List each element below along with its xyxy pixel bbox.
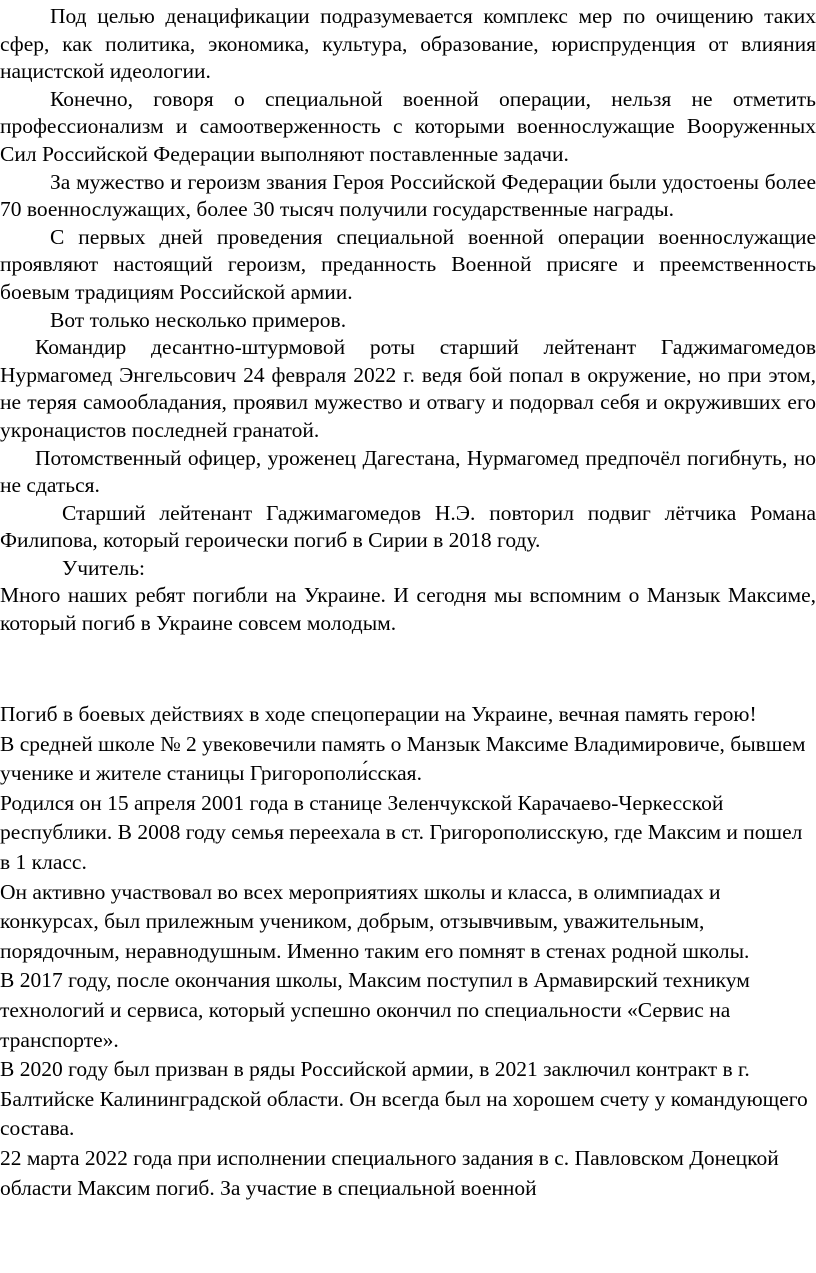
paragraph-filipov-feat: Старший лейтенант Гаджимагомедов Н.Э. повторил подвиг лётчика Романа Филипова, который героически погиб в Сирии в 2018 году. bbox=[0, 500, 816, 553]
document-section-intro bbox=[0, 3, 816, 638]
paragraph-army: В 2020 году был призван в ряды Российской армии, в 2021 заключил контракт в г. Балтийске Калининградской области. Он всегда был на хорошем счету у командующего состава. bbox=[0, 1057, 808, 1141]
teacher-label: Учитель: bbox=[62, 555, 145, 580]
paragraph-memorial: Погиб в боевых действиях в ходе спецоперации на Украине, вечная память герою! bbox=[0, 702, 757, 726]
paragraph-gadzhimagomedov: Командир десантно-штурмовой роты старший лейтенант Гаджимагомедов Нурмагомед Энгельсович 24 февраля 2022 г. ведя бой попал в окружение, но при этом, не теряя самообладания, проявил мужество и отвагу и подорвал себя и окруживших его укронацистов последней гранатой. bbox=[0, 335, 816, 442]
paragraph-examples: Вот только несколько примеров. bbox=[50, 307, 347, 332]
paragraph-denazification: Под целью денацификации подразумевается комплекс мер по очищению таких сфер, как политика, экономика, культура, образование, юриспруденция от влияния нацистской идеологии. bbox=[0, 4, 816, 84]
paragraph-teacher-speech: Много наших ребят погибли на Украине. И сегодня мы вспомним о Манзык Максиме, который погиб в Украине совсем молодым. bbox=[0, 583, 816, 636]
paragraph-college: В 2017 году, после окончания школы, Максим поступил в Армавирский техникум технологий и сервиса, который успешно окончил по специальности «Сервис на транспорте». bbox=[0, 968, 750, 1052]
paragraph-hereditary-officer: Потомственный офицер, уроженец Дагестана, Нурмагомед предпочёл погибнуть, но не сдаться. bbox=[0, 445, 816, 498]
paragraph-school-life: Он активно участвовал во всех мероприятиях школы и класса, в олимпиадах и конкурсах, был прилежным учеником, добрым, отзывчивым, уважительным, порядочным, неравнодушным. Именно таким его помнят в стенах родной школы. bbox=[0, 879, 750, 963]
paragraph-death: 22 марта 2022 года при исполнении специального задания в с. Павловском Донецкой области Максим погиб. За участие в специальной военной bbox=[0, 1145, 779, 1200]
paragraph-professionalism: Конечно, говоря о специальной военной операции, нельзя не отметить профессионализм и самоотверженность с которыми военнослужащие Вооруженных Сил Российской Федерации выполняют поставленные задачи. bbox=[0, 86, 816, 166]
document-section-manzyk bbox=[0, 700, 816, 1203]
paragraph-birth: Родился он 15 апреля 2001 года в станице Зеленчукской Карачаево-Черкесской республики. В 2008 году семья переехала в ст. Григорополисскую, где Максим и пошел в 1 класс. bbox=[0, 790, 803, 874]
paragraph-school-memory: В средней школе № 2 увековечили память о Манзык Максиме Владимировиче, бывшем ученике и жителе станицы Григорополи́сская. bbox=[0, 731, 806, 786]
paragraph-heroism: С первых дней проведения специальной военной операции военнослужащие проявляют настоящий героизм, преданность Военной присяге и преемственность боевым традициям Российской армии. bbox=[0, 224, 816, 304]
paragraph-hero-awards: За мужество и героизм звания Героя Российской Федерации были удостоены более 70 военнослужащих, более 30 тысяч получили государственные награды. bbox=[0, 169, 816, 222]
